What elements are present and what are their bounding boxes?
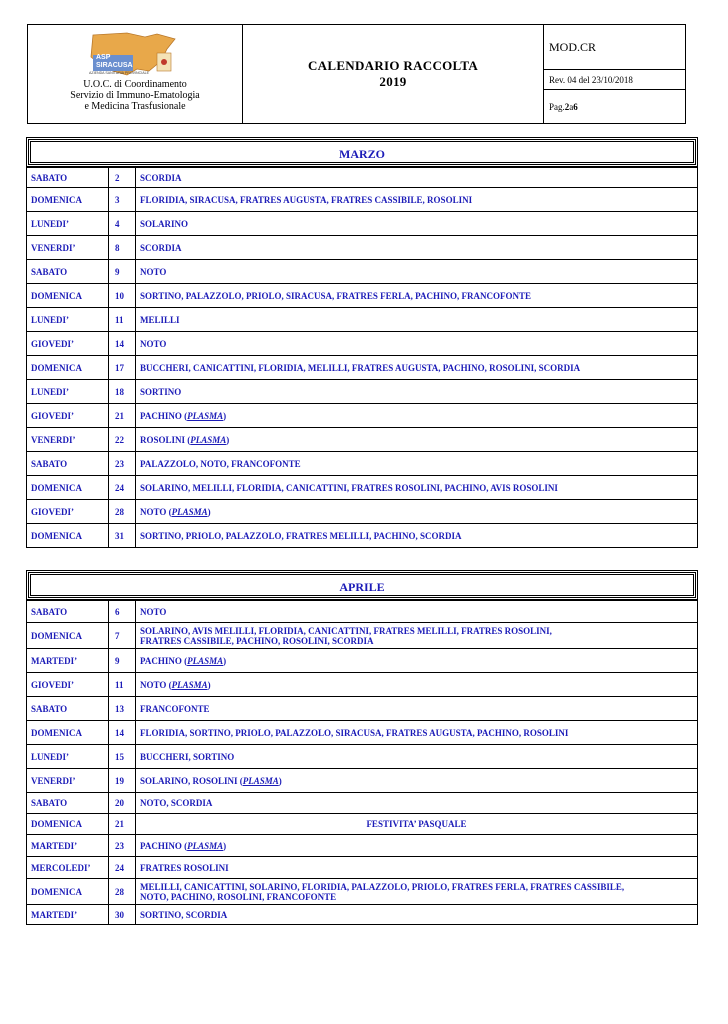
date-number-cell: 20 [109, 793, 136, 814]
weekday-cell: SABATO [27, 697, 109, 721]
weekday-cell: SABATO [27, 793, 109, 814]
weekday-cell: SABATO [27, 168, 109, 188]
date-number-cell: 18 [109, 380, 136, 404]
locations-text: SORTINO, PALAZZOLO, PRIOLO, SIRACUSA, FRATRES FERLA, PACHINO, FRANCOFONTE [140, 290, 531, 301]
locations-text: MELILLI, CANICATTINI, SOLARINO, FLORIDIA, PALAZZOLO, PRIOLO, FRATRES FERLA, FRATRES CASSIBILE, [140, 881, 625, 892]
locations-text: NOTO ( [140, 506, 172, 517]
locations-cell [136, 857, 698, 879]
date-number-cell: 30 [109, 905, 136, 925]
logo-asp-text: ASP [96, 54, 111, 61]
month-block-aprile [26, 570, 698, 925]
date-number-cell: 7 [109, 623, 136, 649]
weekday-cell: MARTEDI’ [27, 649, 109, 673]
plasma-close: ) [226, 434, 230, 445]
locations-cell [136, 168, 698, 188]
locations-cell [136, 721, 698, 745]
document-title [243, 25, 544, 123]
locations-text: PALAZZOLO, NOTO, FRANCOFONTE [140, 458, 301, 469]
locations-text: PACHINO ( [140, 840, 188, 851]
locations-cell [136, 524, 698, 548]
weekday-cell: SABATO [27, 601, 109, 623]
locations-text: NOTO ( [140, 679, 172, 690]
plasma-close: ) [223, 410, 227, 421]
page-number: 2 [564, 101, 570, 112]
date-number-cell: 21 [109, 404, 136, 428]
date-number-cell: 17 [109, 356, 136, 380]
locations-text: FLORIDIA, SIRACUSA, FRATRES AUGUSTA, FRATRES CASSIBILE, ROSOLINI [140, 194, 473, 205]
locations-text: BUCCHERI, CANICATTINI, FLORIDIA, MELILLI, FRATRES AUGUSTA, PACHINO, ROSOLINI, SCORDIA [140, 362, 581, 373]
calendar-table [26, 167, 698, 548]
weekday-cell: GIOVEDI’ [27, 500, 109, 524]
locations-text: SORTINO, PRIOLO, PALAZZOLO, FRATRES MELILLI, PACHINO, SCORDIA [140, 530, 462, 541]
module-code: MOD.CR [544, 25, 685, 70]
date-number-cell: 28 [109, 879, 136, 905]
locations-cell [136, 356, 698, 380]
weekday-cell: DOMENICA [27, 284, 109, 308]
calendar-row [27, 673, 698, 697]
logo-subtitle: AZIENDA SANITARIA PROVINCIALE [89, 71, 150, 75]
locations-text: SOLARINO [140, 218, 189, 229]
logo-block [28, 25, 243, 123]
page-counter [544, 90, 685, 123]
locations-cell [136, 835, 698, 857]
plasma-tag: PLASMA [187, 840, 224, 851]
locations-text: SOLARINO, MELILLI, FLORIDIA, CANICATTINI, FRATRES ROSOLINI, PACHINO, AVIS ROSOLINI [140, 482, 558, 493]
document-header [27, 24, 686, 124]
logo-city-text: SIRACUSA [96, 62, 133, 69]
title-year: 2019 [379, 74, 407, 89]
plasma-tag: PLASMA [190, 434, 227, 445]
locations-text: BUCCHERI, SORTINO [140, 751, 235, 762]
weekday-cell: MARTEDI’ [27, 905, 109, 925]
month-title: APRILE [26, 570, 698, 600]
date-number-cell: 8 [109, 236, 136, 260]
weekday-cell: VENERDI’ [27, 428, 109, 452]
weekday-cell: DOMENICA [27, 476, 109, 500]
locations-text-line2: FRATRES CASSIBILE, PACHINO, ROSOLINI, SCORDIA [140, 635, 374, 646]
calendar-row [27, 601, 698, 623]
weekday-cell: LUNEDI’ [27, 308, 109, 332]
weekday-cell: GIOVEDI’ [27, 404, 109, 428]
date-number-cell: 24 [109, 476, 136, 500]
calendar-row [27, 835, 698, 857]
date-number-cell: 11 [109, 308, 136, 332]
weekday-cell: SABATO [27, 452, 109, 476]
plasma-tag: PLASMA [187, 655, 224, 666]
locations-cell [136, 905, 698, 925]
locations-cell [136, 500, 698, 524]
weekday-cell: DOMENICA [27, 814, 109, 835]
plasma-close: ) [223, 840, 227, 851]
locations-cell [136, 879, 698, 905]
weekday-cell: LUNEDI’ [27, 380, 109, 404]
date-number-cell: 4 [109, 212, 136, 236]
calendar-row [27, 524, 698, 548]
weekday-cell: GIOVEDI’ [27, 332, 109, 356]
weekday-cell: DOMENICA [27, 721, 109, 745]
locations-cell [136, 380, 698, 404]
locations-text: SOLARINO, ROSOLINI ( [140, 775, 243, 786]
locations-text: FRATRES ROSOLINI [140, 862, 229, 873]
locations-text: SOLARINO, AVIS MELILLI, FLORIDIA, CANICATTINI, FRATRES MELILLI, FRATRES ROSOLINI, [140, 625, 552, 636]
weekday-cell: MERCOLEDI’ [27, 857, 109, 879]
locations-cell [136, 236, 698, 260]
locations-cell [136, 793, 698, 814]
locations-cell [136, 649, 698, 673]
date-number-cell: 15 [109, 745, 136, 769]
calendar-row [27, 476, 698, 500]
locations-cell [136, 697, 698, 721]
calendar-row [27, 793, 698, 814]
page-total: 6 [573, 101, 578, 112]
date-number-cell: 14 [109, 332, 136, 356]
locations-cell [136, 601, 698, 623]
weekday-cell: VENERDI’ [27, 769, 109, 793]
plasma-close: ) [207, 506, 211, 517]
calendar-row [27, 745, 698, 769]
locations-cell [136, 476, 698, 500]
calendar-row [27, 879, 698, 905]
locations-cell [136, 212, 698, 236]
date-number-cell: 2 [109, 168, 136, 188]
calendar-table [26, 600, 698, 925]
locations-cell [136, 673, 698, 697]
weekday-cell: GIOVEDI’ [27, 673, 109, 697]
month-title: MARZO [26, 137, 698, 167]
calendar-row [27, 332, 698, 356]
date-number-cell: 19 [109, 769, 136, 793]
date-number-cell: 6 [109, 601, 136, 623]
date-number-cell: 23 [109, 452, 136, 476]
calendar-row [27, 649, 698, 673]
month-block-marzo [26, 137, 698, 548]
date-number-cell: 3 [109, 188, 136, 212]
locations-text: FESTIVITA’ PASQUALE [366, 819, 467, 829]
calendar-row [27, 452, 698, 476]
locations-cell [136, 769, 698, 793]
locations-cell [136, 452, 698, 476]
locations-cell [136, 332, 698, 356]
page-mid: a [569, 101, 574, 112]
calendar-row [27, 623, 698, 649]
weekday-cell: MARTEDI’ [27, 835, 109, 857]
calendar-row [27, 905, 698, 925]
date-number-cell: 28 [109, 500, 136, 524]
locations-text: SCORDIA [140, 172, 182, 183]
revision: Rev. 04 del 23/10/2018 [544, 70, 685, 90]
calendar-row [27, 168, 698, 188]
locations-text: FLORIDIA, SORTINO, PRIOLO, PALAZZOLO, SIRACUSA, FRATRES AUGUSTA, PACHINO, ROSOLINI [140, 727, 569, 738]
locations-text: NOTO, SCORDIA [140, 798, 213, 808]
plasma-tag: PLASMA [171, 679, 208, 690]
calendar-row [27, 404, 698, 428]
calendar-row [27, 284, 698, 308]
locations-cell [136, 188, 698, 212]
date-number-cell: 24 [109, 857, 136, 879]
weekday-cell: SABATO [27, 260, 109, 284]
locations-text-line2: NOTO, PACHINO, ROSOLINI, FRANCOFONTE [140, 891, 337, 902]
org-line-2: Servizio di Immuno-Ematologia [70, 90, 200, 101]
locations-cell [136, 428, 698, 452]
calendar-row [27, 697, 698, 721]
calendar-row [27, 188, 698, 212]
date-number-cell: 23 [109, 835, 136, 857]
locations-text: SCORDIA [140, 242, 182, 253]
page-prefix: Pag. [549, 101, 565, 112]
plasma-tag: PLASMA [187, 410, 224, 421]
date-number-cell: 9 [109, 649, 136, 673]
org-line-3: e Medicina Trasfusionale [84, 101, 186, 112]
calendar-row [27, 356, 698, 380]
plasma-tag: PLASMA [171, 506, 208, 517]
weekday-cell: LUNEDI’ [27, 212, 109, 236]
plasma-close: ) [223, 655, 227, 666]
locations-cell [136, 404, 698, 428]
locations-cell [136, 308, 698, 332]
title-line-1: CALENDARIO RACCOLTA [307, 58, 479, 73]
asp-siracusa-logo [87, 31, 183, 77]
locations-text: ROSOLINI ( [140, 434, 191, 445]
plasma-close: ) [278, 775, 282, 786]
locations-text: NOTO [140, 266, 167, 277]
locations-cell [136, 745, 698, 769]
calendar-row [27, 308, 698, 332]
calendar-row [27, 260, 698, 284]
locations-cell [136, 260, 698, 284]
plasma-tag: PLASMA [242, 775, 279, 786]
date-number-cell: 11 [109, 673, 136, 697]
plasma-close: ) [207, 679, 211, 690]
calendar-row [27, 814, 698, 835]
locations-text: SORTINO, SCORDIA [140, 909, 228, 920]
weekday-cell: DOMENICA [27, 623, 109, 649]
calendar-row [27, 212, 698, 236]
weekday-cell: DOMENICA [27, 879, 109, 905]
locations-text: FRANCOFONTE [140, 703, 210, 714]
calendar-row [27, 428, 698, 452]
locations-text: SORTINO [140, 386, 182, 397]
locations-text: NOTO [140, 606, 167, 617]
calendar-row [27, 500, 698, 524]
org-line-1: U.O.C. di Coordinamento [83, 79, 187, 90]
locations-text: NOTO [140, 338, 167, 349]
calendar-row [27, 236, 698, 260]
meta-block [544, 25, 685, 123]
weekday-cell: DOMENICA [27, 188, 109, 212]
locations-text: PACHINO ( [140, 655, 188, 666]
weekday-cell: DOMENICA [27, 356, 109, 380]
weekday-cell: VENERDI’ [27, 236, 109, 260]
date-number-cell: 10 [109, 284, 136, 308]
locations-text: MELILLI [140, 314, 180, 325]
locations-cell [136, 814, 698, 835]
weekday-cell: LUNEDI’ [27, 745, 109, 769]
locations-cell [136, 623, 698, 649]
calendar-row [27, 857, 698, 879]
locations-cell [136, 284, 698, 308]
calendar-row [27, 769, 698, 793]
date-number-cell: 13 [109, 697, 136, 721]
locations-text: PACHINO ( [140, 410, 188, 421]
date-number-cell: 21 [109, 814, 136, 835]
date-number-cell: 22 [109, 428, 136, 452]
date-number-cell: 14 [109, 721, 136, 745]
calendar-row [27, 721, 698, 745]
date-number-cell: 31 [109, 524, 136, 548]
date-number-cell: 9 [109, 260, 136, 284]
calendar-row [27, 380, 698, 404]
weekday-cell: DOMENICA [27, 524, 109, 548]
